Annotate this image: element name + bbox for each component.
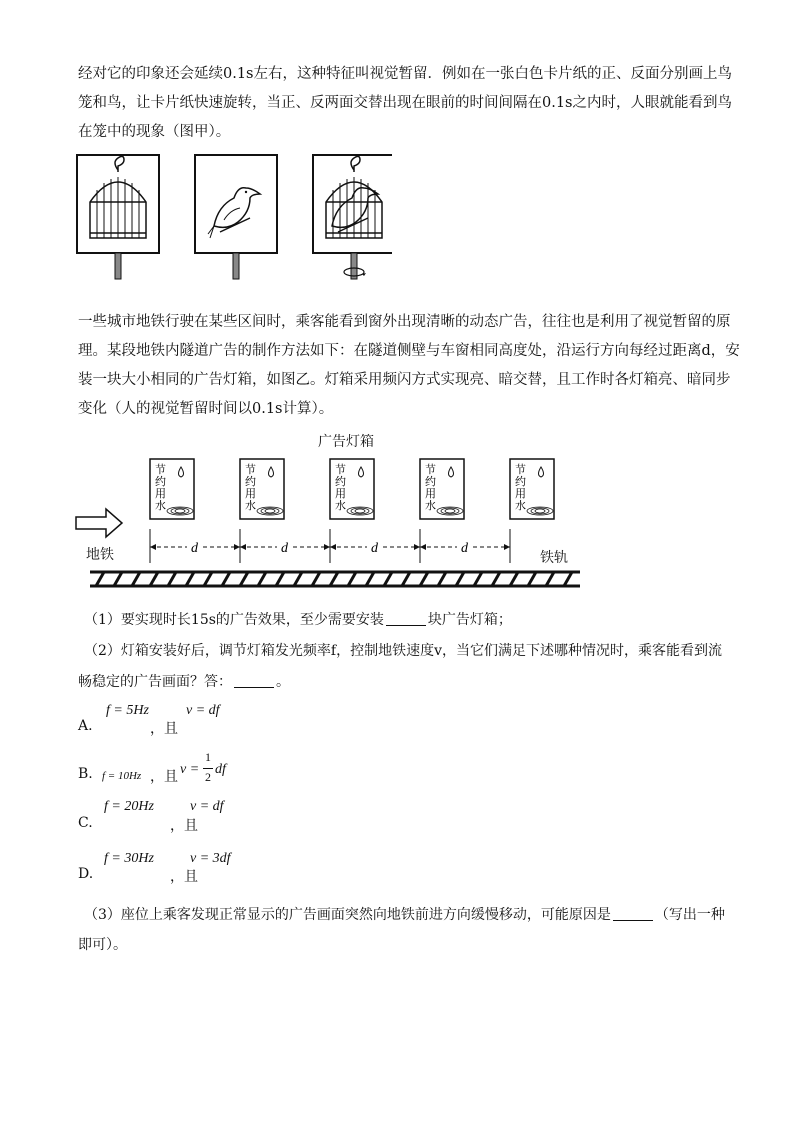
- rail-tie: [384, 572, 392, 586]
- question-1: [84, 610, 512, 630]
- option-b-v-pre: v =: [180, 762, 200, 777]
- ad-box-char: 节: [155, 463, 166, 476]
- ad-box-char: 水: [155, 499, 166, 512]
- rail-tie: [546, 572, 554, 586]
- ad-box-char: 用: [245, 487, 256, 500]
- ad-light-box: [330, 459, 374, 519]
- rail-tie: [204, 572, 212, 586]
- distance-arrowhead: [504, 544, 510, 550]
- question-1-text-end: 块广告灯箱；: [427, 612, 512, 628]
- rail-tie: [492, 572, 500, 586]
- ad-box-char: 约: [425, 475, 436, 488]
- question-2-text-end: 。: [276, 674, 290, 690]
- rail-tie: [330, 572, 338, 586]
- rail-tie: [456, 572, 464, 586]
- answer-blank-3[interactable]: [613, 906, 653, 921]
- rail-tie: [168, 572, 176, 586]
- ad-light-box: [150, 459, 194, 519]
- train-direction-arrow: [76, 509, 122, 537]
- answer-blank-1[interactable]: [386, 611, 426, 626]
- question-3-line-1: [84, 905, 725, 925]
- ad-box-char: 节: [335, 463, 346, 476]
- ad-box-char: 约: [155, 475, 166, 488]
- rail-tie: [510, 572, 518, 586]
- ad-box-char: 约: [245, 475, 256, 488]
- option-c-letter: C.: [78, 815, 93, 831]
- rail-tie: [312, 572, 320, 586]
- ad-light-box: [420, 459, 464, 519]
- option-d-v: v = 3df: [190, 851, 231, 866]
- option-a-letter: A.: [78, 718, 93, 734]
- option-c-joiner: ，且: [170, 818, 198, 834]
- distance-arrowhead: [420, 544, 426, 550]
- ad-box-char: 约: [335, 475, 346, 488]
- distance-arrowhead: [414, 544, 420, 550]
- ad-box-char: 用: [335, 487, 346, 500]
- question-1-text: （1）要实现时长15s的广告效果，至少需要安装: [84, 612, 384, 628]
- rail-tie: [564, 572, 572, 586]
- rail-tie: [348, 572, 356, 586]
- rail-tie: [276, 572, 284, 586]
- intro-line-1: 经对它的印象还会延续0.1s左右，这种特征叫视觉暂留．例如在一张白色卡片纸的正、反面分别画上鸟: [78, 66, 732, 82]
- rail-tie: [240, 572, 248, 586]
- option-c-v: v = df: [190, 799, 224, 814]
- answer-blank-2[interactable]: [234, 673, 274, 688]
- distance-arrowhead: [234, 544, 240, 550]
- distance-arrowhead: [324, 544, 330, 550]
- ad-light-box: [240, 459, 284, 519]
- para2-line-1: 一些城市地铁行驶在某些区间时，乘客能看到窗外出现清晰的动态广告，往往也是利用了视觉暂留的原: [78, 314, 731, 330]
- question-2-text: 畅稳定的广告画面？答：: [78, 674, 232, 690]
- option-a-v: v = df: [186, 703, 220, 718]
- question-3-text: （3）座位上乘客发现正常显示的广告画面突然向地铁前进方向缓慢移动，可能原因是: [84, 907, 611, 923]
- rail-tie: [96, 572, 104, 586]
- distance-label: d: [461, 541, 468, 556]
- distance-label: d: [281, 541, 288, 556]
- ad-box-char: 节: [425, 463, 436, 476]
- rail-tie: [402, 572, 410, 586]
- option-b-f: f = 10Hz: [102, 770, 142, 782]
- ad-box-char: 用: [425, 487, 436, 500]
- distance-label: d: [371, 541, 378, 556]
- intro-line-2: 笼和鸟，让卡片纸快速旋转，当正、反两面交替出现在眼前的时间间隔在0.1s之内时，人眼就能看到鸟: [78, 95, 732, 111]
- rail-tie: [258, 572, 266, 586]
- ad-box-char: 水: [515, 499, 526, 512]
- ad-box-char: 水: [425, 499, 436, 512]
- rail-tie: [366, 572, 374, 586]
- train-label: 地铁: [86, 547, 114, 563]
- figure-subway-ads: [70, 455, 590, 595]
- option-b-frac-num: 1: [205, 750, 211, 764]
- para2-line-2: 理。某段地铁内隧道广告的制作方法如下：在隧道侧壁与车窗相同高度处，沿运行方向每经过距离d，安: [78, 343, 740, 359]
- distance-arrowhead: [330, 544, 336, 550]
- rail-tie: [528, 572, 536, 586]
- option-b-frac-bar: [203, 768, 213, 769]
- ad-box-char: 约: [515, 475, 526, 488]
- figure2-title: 广告灯箱: [318, 434, 374, 450]
- option-d-joiner: ，且: [170, 869, 198, 885]
- intro-line-3: 在笼中的现象（图甲）。: [78, 124, 231, 140]
- question-3-line-2: 即可）。: [78, 937, 127, 953]
- card-cage: [77, 155, 159, 279]
- ad-box-char: 水: [245, 499, 256, 512]
- rail-tie: [294, 572, 302, 586]
- ad-box-char: 节: [515, 463, 526, 476]
- ad-light-box: [510, 459, 554, 519]
- figure-birdcage-cards: [72, 150, 392, 290]
- option-d-f: f = 30Hz: [104, 851, 154, 866]
- rail-tie: [474, 572, 482, 586]
- rail-tie: [420, 572, 428, 586]
- ad-light-boxes: [150, 459, 554, 519]
- option-b-frac-den: 2: [205, 770, 211, 784]
- rail-label: 铁轨: [540, 550, 568, 566]
- rail-tie: [150, 572, 158, 586]
- rail-tie: [438, 572, 446, 586]
- rail-tie: [132, 572, 140, 586]
- option-b-letter: B.: [78, 766, 93, 782]
- ad-box-char: 用: [515, 487, 526, 500]
- ad-box-char: 用: [155, 487, 166, 500]
- ad-box-char: 节: [245, 463, 256, 476]
- card-bird: [195, 155, 277, 279]
- para2-line-4: 变化（人的视觉暂留时间以0.1s计算）。: [78, 401, 334, 417]
- rail-ties: [96, 572, 572, 586]
- option-d-letter: D.: [78, 866, 94, 882]
- question-3-text-end: （写出一种: [654, 907, 725, 923]
- option-c-f: f = 20Hz: [104, 799, 154, 814]
- option-b-v-post: df: [215, 762, 226, 777]
- option-b-joiner: ，且: [150, 769, 178, 785]
- rail-tie: [222, 572, 230, 586]
- ad-box-char: 水: [335, 499, 346, 512]
- para2-line-3: 装一块大小相同的广告灯箱，如图乙。灯箱采用频闪方式实现亮、暗交替，且工作时各灯箱亮、暗同步: [78, 372, 731, 388]
- distance-arrowhead: [240, 544, 246, 550]
- distance-label: d: [191, 541, 198, 556]
- option-a-f: f = 5Hz: [106, 703, 149, 718]
- rail-tie: [186, 572, 194, 586]
- distance-arrowhead: [150, 544, 156, 550]
- question-2-line-2: [78, 672, 290, 692]
- option-a-joiner: ，且: [150, 721, 178, 737]
- rail-tie: [114, 572, 122, 586]
- question-2-line-1: （2）灯箱安装好后，调节灯箱发光频率f，控制地铁速度v，当它们满足下述哪种情况时，乘客能看到流: [84, 643, 722, 659]
- distance-markers: [150, 529, 510, 563]
- card-bird-in-cage: [313, 155, 392, 279]
